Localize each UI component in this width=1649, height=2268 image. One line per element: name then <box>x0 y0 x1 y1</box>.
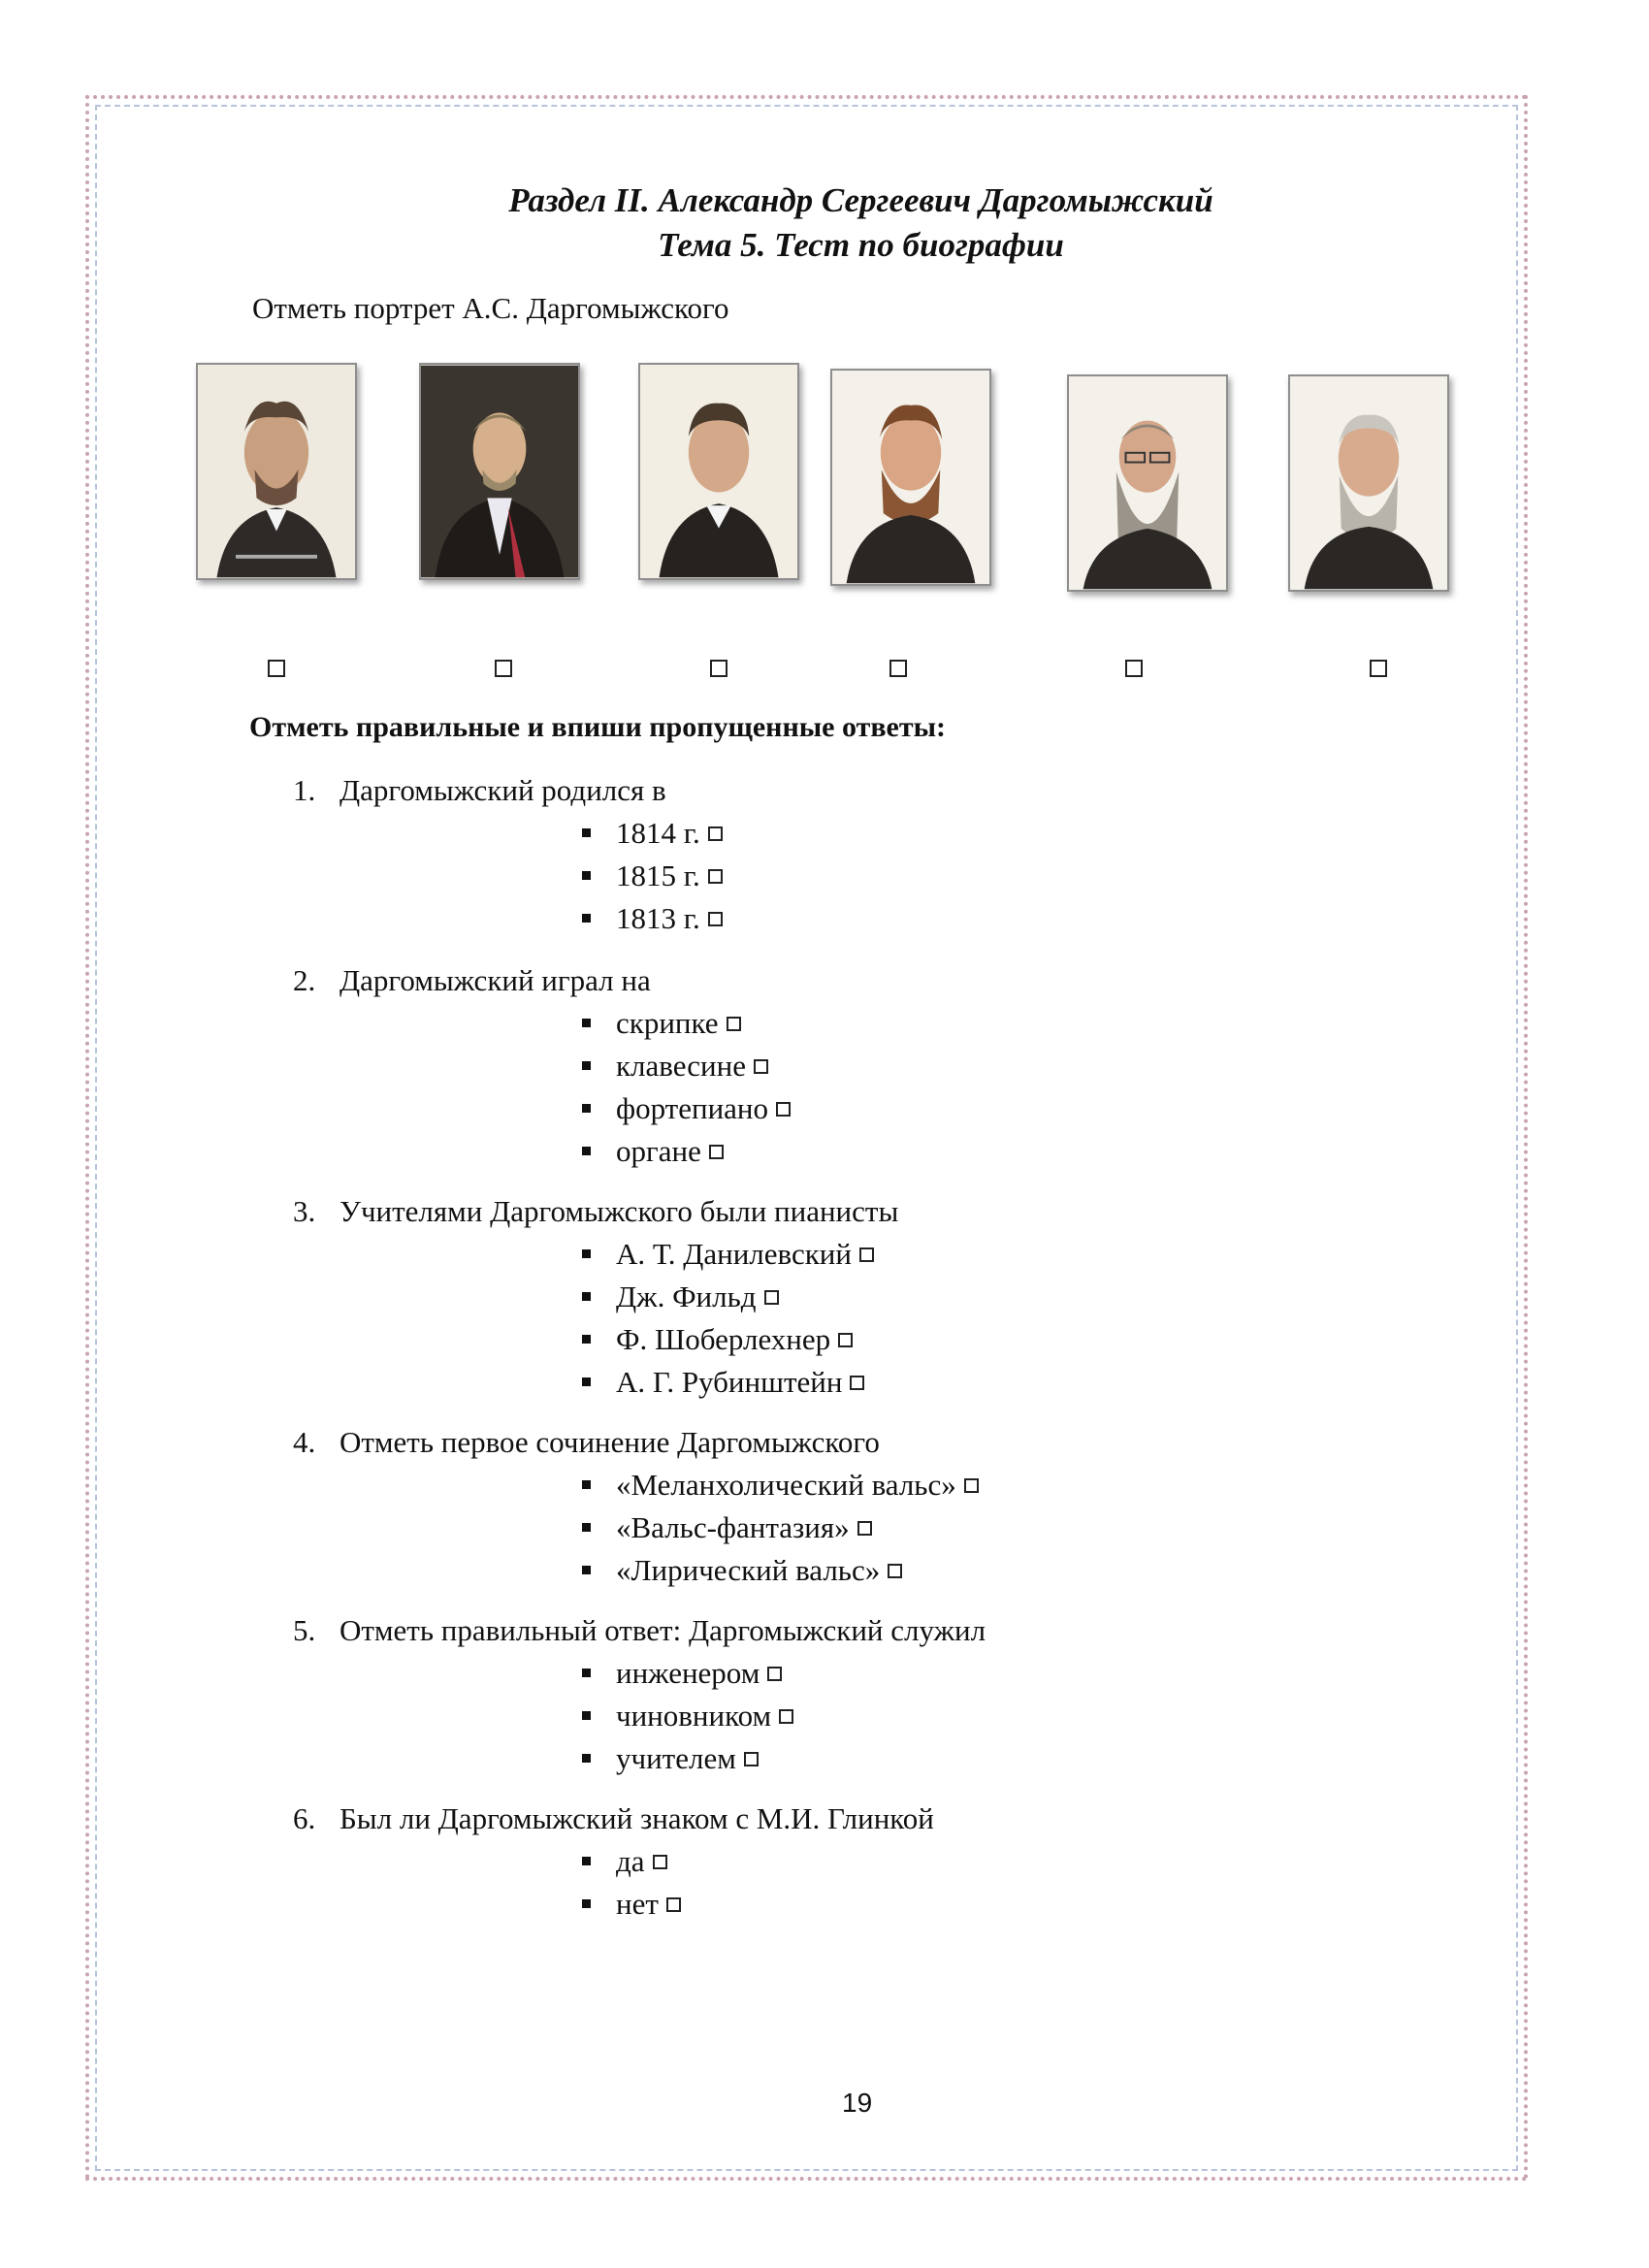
q3-option: Ф. Шоберлехнер <box>582 1321 853 1358</box>
q5-option: инженером <box>582 1655 782 1692</box>
portrait-4-icon <box>830 369 991 586</box>
q2-option-4-checkbox[interactable] <box>709 1145 724 1159</box>
topic-title: Тема 5. Тест по биографии <box>658 226 1064 264</box>
portrait-4-checkbox[interactable] <box>889 660 907 677</box>
portrait-3-icon <box>638 363 799 580</box>
question-4: 4. Отметь первое сочинение Даргомыжского <box>293 1425 880 1459</box>
q1-option: 1814 г. <box>582 815 723 852</box>
q3-option-3-checkbox[interactable] <box>838 1333 853 1347</box>
portrait-5-checkbox[interactable] <box>1125 660 1143 677</box>
q1-option-2-checkbox[interactable] <box>708 869 723 884</box>
q6-option: нет <box>582 1886 681 1923</box>
q2-option: скрипке <box>582 1005 741 1042</box>
q5-option: чиновником <box>582 1698 793 1734</box>
q3-option-1-checkbox[interactable] <box>859 1247 874 1262</box>
q4-option-3-checkbox[interactable] <box>888 1564 902 1578</box>
instructions: Отметь правильные и впиши пропущенные ответы: <box>249 711 946 743</box>
q2-option-2-checkbox[interactable] <box>754 1059 768 1074</box>
q1-option-1-checkbox[interactable] <box>708 826 723 841</box>
q2-option: фортепиано <box>582 1090 791 1127</box>
q5-option-3-checkbox[interactable] <box>744 1752 759 1766</box>
portrait-6-icon <box>1288 374 1449 592</box>
question-2: 2. Даргомыжский играл на <box>293 963 651 997</box>
page-number: 19 <box>842 2088 873 2118</box>
q5-option-2-checkbox[interactable] <box>779 1709 793 1724</box>
question-6: 6. Был ли Даргомыжский знаком с М.И. Глинкой <box>293 1801 934 1835</box>
portrait-prompt: Отметь портрет А.С. Даргомыжского <box>252 291 729 325</box>
q6-option-2-checkbox[interactable] <box>666 1897 681 1912</box>
portrait-1-icon <box>196 363 357 580</box>
q1-option-3-checkbox[interactable] <box>708 912 723 926</box>
q6-option: да <box>582 1843 667 1880</box>
q4-option-1-checkbox[interactable] <box>964 1478 979 1493</box>
q2-option: клавесине <box>582 1048 768 1085</box>
portrait-1-checkbox[interactable] <box>268 660 285 677</box>
portrait-3-checkbox[interactable] <box>710 660 728 677</box>
q4-option: «Вальс-фантазия» <box>582 1509 872 1546</box>
portrait-2-checkbox[interactable] <box>495 660 512 677</box>
q3-option: А. Г. Рубинштейн <box>582 1364 864 1401</box>
question-3: 3. Учителями Даргомыжского были пианисты <box>293 1194 899 1228</box>
q4-option: «Лирический вальс» <box>582 1552 902 1589</box>
q4-option: «Меланхолический вальс» <box>582 1467 979 1504</box>
q3-option: Дж. Фильд <box>582 1279 779 1315</box>
question-1: 1. Даргомыжский родился в <box>293 773 666 807</box>
section-title: Раздел II. Александр Сергеевич Даргомыжский <box>508 181 1213 219</box>
q2-option-1-checkbox[interactable] <box>727 1017 741 1031</box>
q3-option-2-checkbox[interactable] <box>764 1290 779 1305</box>
q5-option-1-checkbox[interactable] <box>767 1667 782 1681</box>
q4-option-2-checkbox[interactable] <box>857 1521 872 1536</box>
q5-option: учителем <box>582 1740 759 1777</box>
portrait-2-icon <box>419 363 580 580</box>
q6-option-1-checkbox[interactable] <box>653 1855 667 1869</box>
q3-option: А. Т. Данилевский <box>582 1236 874 1273</box>
portrait-6-checkbox[interactable] <box>1370 660 1387 677</box>
question-5: 5. Отметь правильный ответ: Даргомыжский служил <box>293 1613 986 1647</box>
portrait-5-icon <box>1067 374 1228 592</box>
q3-option-4-checkbox[interactable] <box>850 1376 864 1390</box>
q1-option: 1813 г. <box>582 900 723 937</box>
q2-option-3-checkbox[interactable] <box>776 1102 791 1117</box>
q2-option: органе <box>582 1133 724 1170</box>
q1-option: 1815 г. <box>582 858 723 894</box>
